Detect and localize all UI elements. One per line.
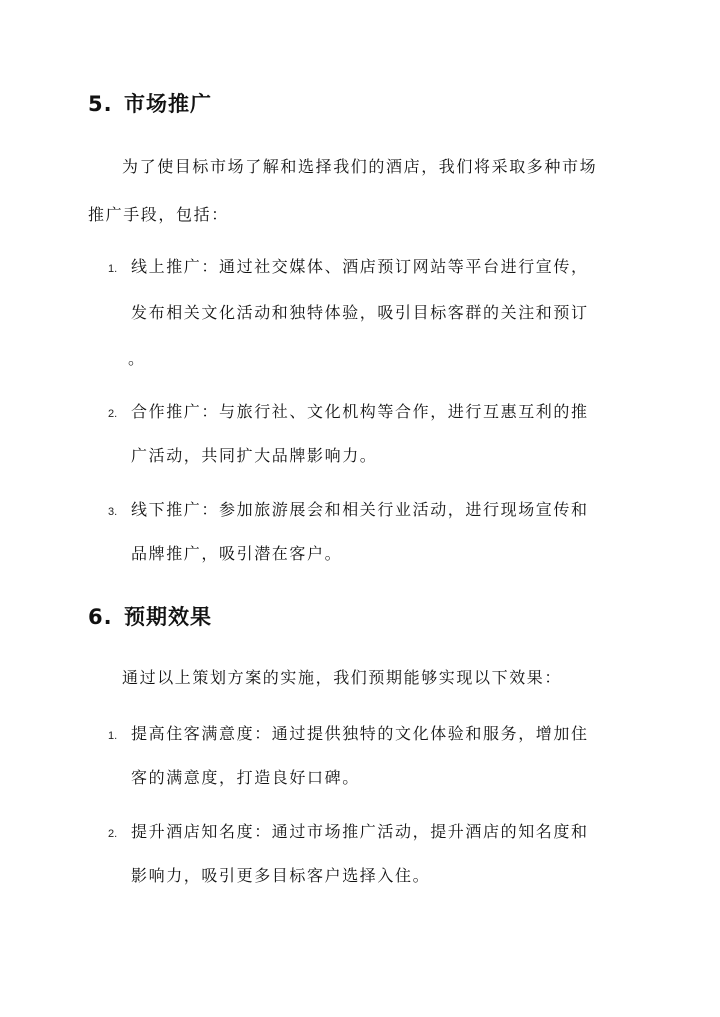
list-marker: 2. (108, 408, 118, 420)
list-item-line: 提升酒店知名度：通过市场推广活动，提升酒店的知名度和 (131, 822, 589, 841)
list-item-line: 客的满意度，打造良好口碑。 (131, 768, 360, 787)
list-item-line: 线下推广：参加旅游展会和相关行业活动，进行现场宣传和 (131, 500, 589, 519)
list-item-line: 合作推广：与旅行社、文化机构等合作，进行互惠互利的推 (131, 402, 589, 421)
list-item-line: 线上推广：通过社交媒体、酒店预订网站等平台进行宣传， (131, 257, 589, 276)
section-heading-6 (88, 601, 212, 631)
list-item-line: 广活动，共同扩大品牌影响力。 (131, 446, 378, 465)
section-heading-5 (88, 88, 212, 118)
section-number: 5. (88, 92, 113, 116)
list-item-line: 品牌推广，吸引潜在客户。 (131, 544, 343, 563)
list-marker: 1. (108, 730, 118, 742)
section-title: 预期效果 (124, 605, 212, 629)
intro-line: 为了使目标市场了解和选择我们的酒店，我们将采取多种市场 (122, 157, 598, 176)
section-title: 市场推广 (124, 92, 212, 116)
intro-line: 推广手段，包括： (88, 205, 229, 224)
list-item-line: 。 (128, 349, 146, 368)
intro-line: 通过以上策划方案的实施，我们预期能够实现以下效果： (122, 668, 563, 687)
list-marker: 2. (108, 828, 118, 840)
list-item-line: 发布相关文化活动和独特体验，吸引目标客群的关注和预订 (131, 303, 589, 322)
list-item-line: 提高住客满意度：通过提供独特的文化体验和服务，增加住 (131, 724, 589, 743)
list-marker: 3. (108, 506, 118, 518)
list-item-line: 影响力，吸引更多目标客户选择入住。 (131, 866, 431, 885)
list-marker: 1. (108, 263, 118, 275)
section-number: 6. (88, 605, 113, 629)
